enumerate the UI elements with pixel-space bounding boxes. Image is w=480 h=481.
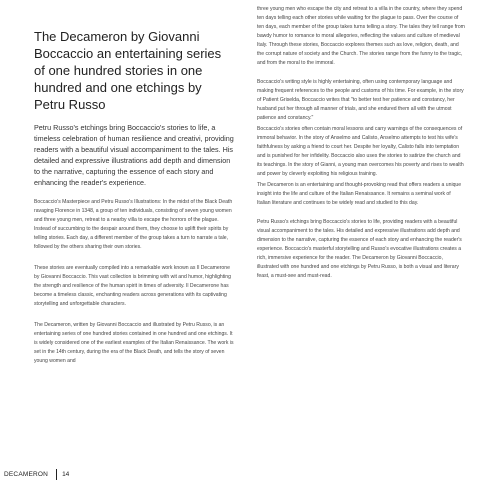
body-paragraph: Boccaccio's writing style is highly entertaining, often using contemporary language and making frequent references to the people and customs of his time. For example, in the story of Patient Griselda, Boccaccio writes that "to better test her patience and constancy, her husband put her through all manner of trials, and she endured them all with the utmost patience and constancy."	[257, 79, 464, 121]
footer-section-name: DECAMERON	[4, 470, 49, 478]
body-paragraph: Petru Russo's etchings bring Boccaccio's stories to life, providing readers with a beautiful visual accompaniment to the tales. His detailed and expressive illustrations add depth and dimension to the narrative, capturing the essence of each story and enhancing the reader's experience. Boccaccio's masterful storytelling and Russo's evocative illustrations creates a rich, immersive experience for the reader. The Decameron by Giovanni Boccaccio, illustrated with one hundred and one etchings by Petru Russo, is both a visual and literary feast, a must-see and must-read.	[257, 219, 462, 279]
body-paragraph: The Decameron, written by Giovanni Boccaccio and illustrated by Petru Russo, is an entertaining series of one hundred stories contained in one hundred and one etchings. It is widely considered one of the earliest examples of the Italian Renaissance. The work is set in the 14th century, during the era of the Black Death, and tells the story of seven young women and	[34, 322, 234, 365]
article-lead: Petru Russo's etchings bring Boccaccio's stories to life, a timeless celebration of human resilience and creativi, providing readers with a beautiful visual accompaniment to the tales. His detailed and expressive illustrations add depth and dimension to the narrative, capturing the essence of each story and enhancing the reader's experience.	[34, 123, 234, 187]
footer-divider	[56, 469, 57, 480]
body-paragraph: The Decameron is an entertaining and thought-provoking read that offers readers a unique insight into the life and culture of the Italian Renaissance. It remains a seminal work of Italian literature and continues to be widely read and studied to this day.	[257, 182, 462, 206]
page-footer	[4, 467, 69, 481]
body-paragraph: These stories are eventually compiled into a remarkable work known as Il Decamerone by Giovanni Boccaccio. This vast collection is brimming with wit and humor, highlighting the strength and resilience of the human spirit in times of adversity. Il Decamerone has become a timeless classic, enchanting readers across generations with its captivating storytelling and unforgettable characters.	[34, 265, 231, 308]
body-paragraph: Boccaccio's Masterpiece and Petru Russo's Illustrations: In the midst of the Black Death ravaging Florence in 1348, a group of ten individuals, consisting of seven young women and three young men, retreat to a nearby villa to escape the horrors of the plague. Instead of succumbing to the despair around them, they choose to uplift their spirits by telling stories. Each day, a different member of the group takes a turn to narrate a tale, followed by the others sharing their own stories.	[34, 199, 233, 251]
page-number: 14	[62, 470, 70, 478]
left-column	[34, 28, 234, 378]
article-title: The Decameron by Giovanni Boccaccio an entertaining series of one hundred stories in one hundred and one etchings by Petru Russo	[34, 29, 222, 112]
body-paragraph: Boccaccio's stories often contain moral lessons and carry warnings of the consequences of immoral behavior. In the story of Anselmo and Calisto, Anselmo attempts to test his wife's faithfulness by asking a friend to court her. Despite her loyalty, Calisto falls into temptation and is punished for her infidelity. Boccaccio also uses the stories to satirize the church and its teachings. In the story of Gianni, a young man overcomes his poverty and rises to wealth and power by cleverly exploiting his religious training.	[257, 126, 464, 177]
right-column	[257, 5, 465, 291]
body-paragraph: three young men who escape the city and retreat to a villa in the country, where they spend ten days telling each other stories while waiting for the plague to pass. Over the course of ten days, each member of the group takes turns telling a story. The tales they tell range from bawdy humor to romance to moral allegories, reflecting the values and culture of medieval Italy. Through these stories, Boccaccio explores themes such as love, religion, death, and the corrupt nature of society and the Church. The stories range from the funny to the tragic, and from the moral to the immoral.	[257, 6, 465, 66]
